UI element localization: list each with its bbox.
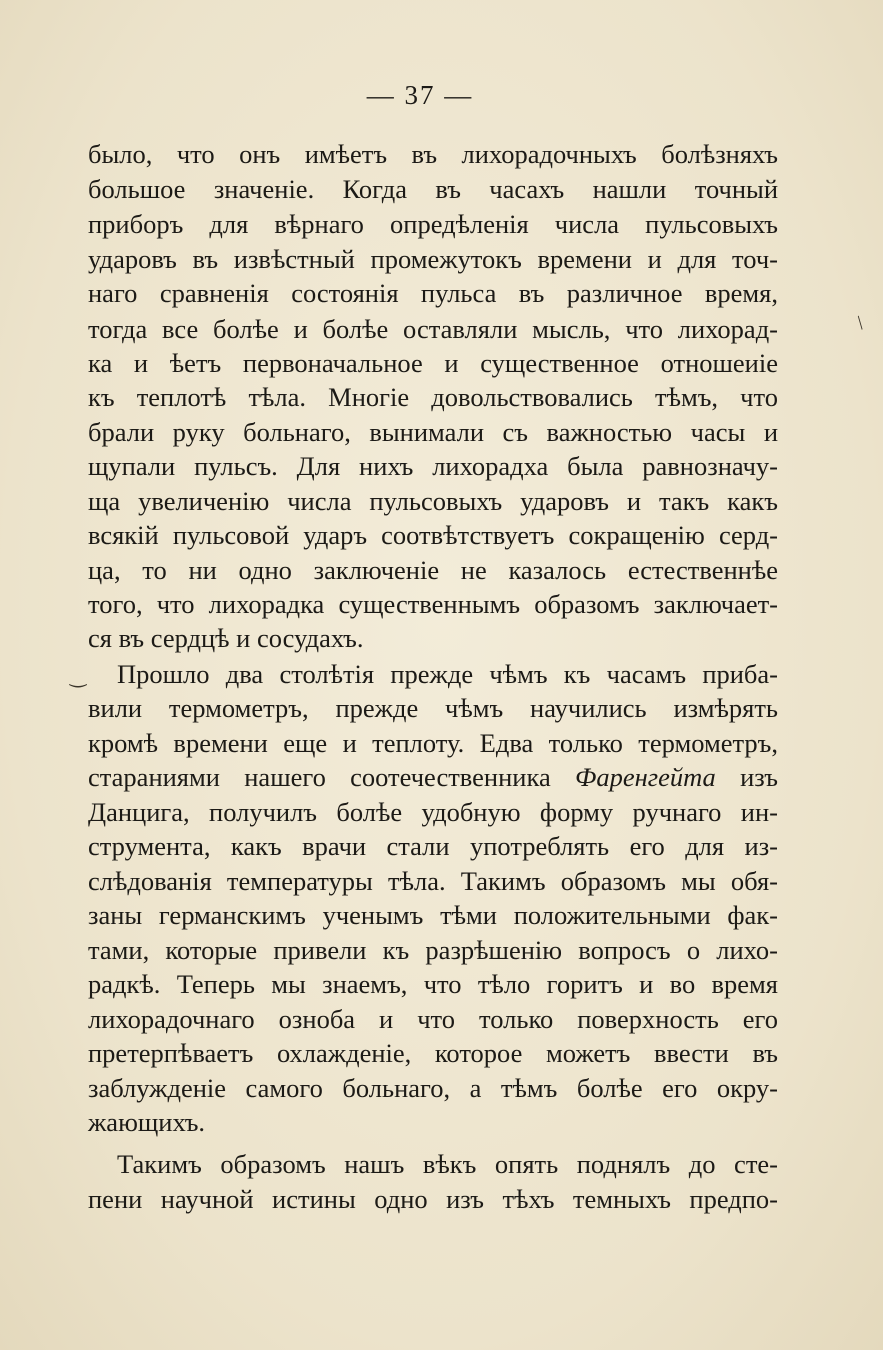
text-line: приборъ для вѣрнаго опредѣленiя числа пульсовыхъ bbox=[88, 209, 778, 239]
text-line: пени научной истины одно изъ тѣхъ темныхъ предпо- bbox=[88, 1184, 778, 1214]
text-line-with-name bbox=[88, 759, 778, 795]
text-line: ка и ѣетъ первоначальное и существенное отношеиiе bbox=[88, 348, 778, 378]
text-segment: стараниями нашего соотечественника bbox=[88, 762, 551, 792]
text-line: наго сравненiя состоянiя пульса въ различное время, bbox=[88, 278, 778, 308]
text-line: заны германскимъ ученымъ тѣми положительными фак- bbox=[88, 900, 778, 930]
text-line: брали руку больнаго, вынимали съ важностью часы и bbox=[88, 417, 778, 447]
text-line: радкѣ. Теперь мы знаемъ, что тѣло горитъ и во время bbox=[88, 969, 778, 999]
text-line: было, что онъ имѣетъ въ лихорадочныхъ болѣзняхъ bbox=[88, 139, 778, 169]
text-line: тогда все болѣе и болѣе оставляли мысль, что лихорад- bbox=[88, 314, 778, 344]
text-line: къ теплотѣ тѣла. Многiе довольствовались тѣмъ, что bbox=[88, 382, 778, 412]
italic-surname: Фаренгейта bbox=[575, 762, 716, 792]
page-number: — 37 — bbox=[366, 80, 474, 110]
text-segment: изъ bbox=[740, 762, 779, 792]
text-line: ударовъ въ извѣстный промежутокъ времени и для точ- bbox=[88, 244, 778, 274]
text-line: Данцига, получилъ болѣе удобную форму ручнаго ин- bbox=[88, 797, 778, 827]
text-line: Прошло два столѣтiя прежде чѣмъ къ часамъ приба- bbox=[117, 659, 778, 689]
text-line: щупали пульсъ. Для нихъ лихорадха была равнозначу- bbox=[88, 451, 778, 481]
text-line: претерпѣваетъ охлажденiе, которое можетъ ввести въ bbox=[88, 1038, 778, 1068]
text-line: вили термометръ, прежде чѣмъ научились измѣрять bbox=[88, 693, 778, 723]
text-line: лихорадочнаго озноба и что только поверхность его bbox=[88, 1004, 778, 1034]
text-line: ца, то ни одно заключенiе не казалось естественнѣе bbox=[88, 555, 778, 585]
text-line: тами, которые привели къ разрѣшенiю вопросъ о лихо- bbox=[88, 935, 778, 965]
text-line: большое значенiе. Когда въ часахъ нашли точный bbox=[88, 174, 778, 204]
text-line: того, что лихорадка существеннымъ образомъ заключает- bbox=[88, 589, 778, 619]
text-line: слѣдованiя температуры тѣла. Такимъ образомъ мы обя- bbox=[88, 866, 778, 896]
text-line: всякiй пульсовой ударъ соотвѣтствуетъ сокращенiю серд- bbox=[88, 520, 778, 550]
text-line: Такимъ образомъ нашъ вѣкъ опять поднялъ до сте- bbox=[117, 1149, 778, 1179]
text-line: жающихъ. bbox=[88, 1107, 206, 1137]
text-line: струмента, какъ врачи стали употреблять его для из- bbox=[88, 831, 778, 861]
text-line: кромѣ времени еще и теплоту. Едва только термометръ, bbox=[88, 728, 778, 758]
text-line: ся въ сердцѣ и сосудахъ. bbox=[88, 623, 364, 653]
pencil-mark: / bbox=[851, 312, 870, 334]
text-line: заблужденiе самого больнаго, а тѣмъ болѣе его окру- bbox=[88, 1073, 778, 1103]
margin-mark: ‿ bbox=[70, 666, 87, 688]
text-line: ща увеличенiю числа пульсовыхъ ударовъ и такъ какъ bbox=[88, 486, 778, 516]
